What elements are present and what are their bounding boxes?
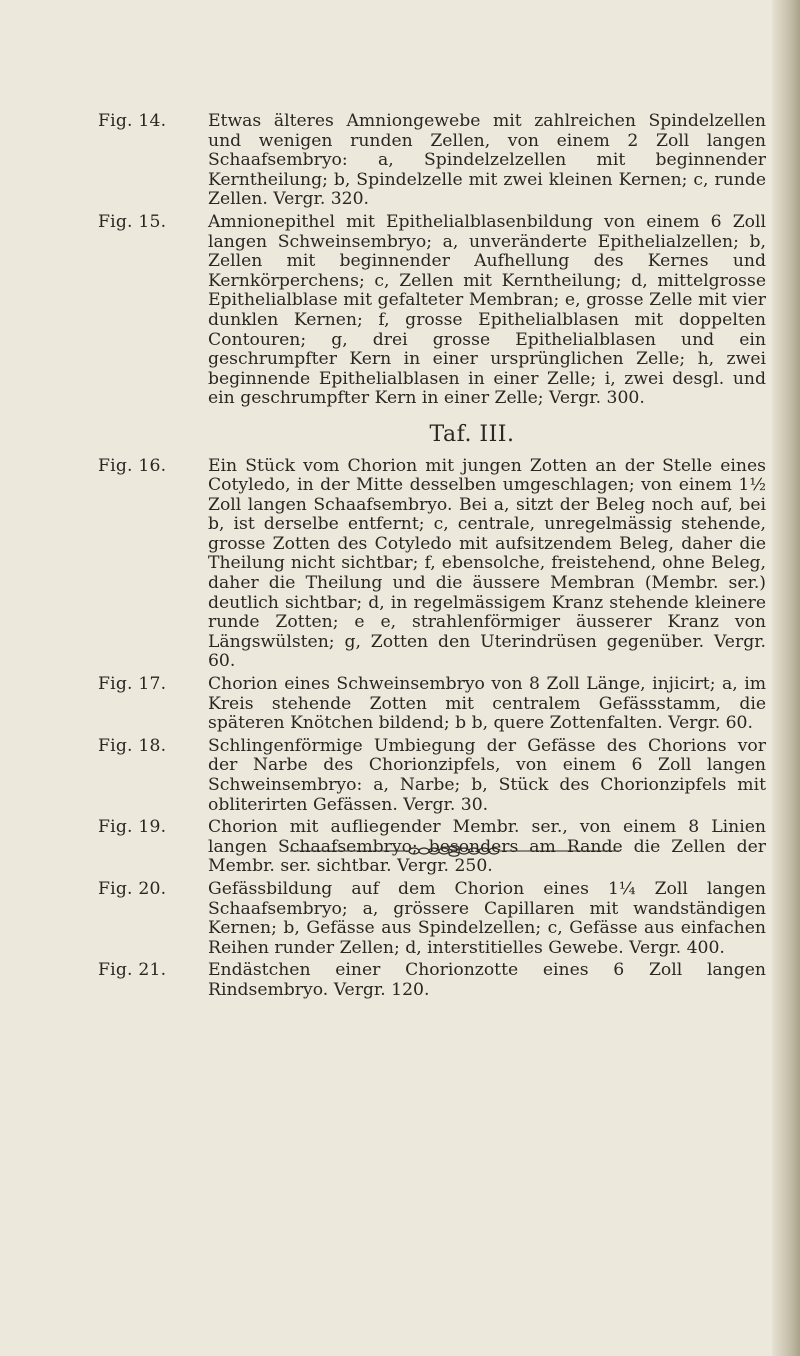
figure-entry — [98, 112, 766, 210]
figure-entry — [98, 961, 766, 1000]
figure-description: Gefässbildung auf dem Chorion eines 1¼ Zoll langen Schaafsembryo; a, grössere Capillaren mit wandständigen Kernen; b, Gefässe aus Spindelzellen; c, Gefässe aus einfachen Reihen runder Zellen; d, interstitielles Gewebe. Vergr. 400. — [208, 878, 766, 958]
figure-description: Etwas älteres Amniongewebe mit zahlreichen Spindelzellen und wenigen runden Zellen, von einem 2 Zoll langen Schaafsembryo: a, Spindelzelzellen mit beginnender Kerntheilung; b, Spindelzelle mit zwei kleinen Kernen; c, runde Zellen. Vergr. 320. — [208, 111, 766, 210]
figure-label: Fig. 14. — [98, 111, 167, 131]
figure-entry — [98, 457, 766, 673]
figure-description: Ein Stück vom Chorion mit jungen Zotten an der Stelle eines Cotyledo, in der Mitte desselben umgeschlagen; von einem 1½ Zoll langen Schaafsembryo. Bei a, sitzt der Beleg noch auf, bei b, ist derselbe entfernt; c, centrale, unregelmässig stehende, grosse Zotten des Cotyledo mit aufsitzendem Beleg, daher die Theilung nicht sichtbar; f, ebensolche, freistehend, ohne Beleg, daher die Theilung und die äussere Membran (Membr. ser.) deutlich sichtbar; d, in regelmässigem Kranz stehende kleinere runde Zotten; e e, strahlenförmiger äusserer Kranz von Längswülsten; g, Zotten den Uterindrüsen gegenüber. Vergr. 60. — [208, 455, 766, 672]
document-body — [98, 112, 766, 1004]
page-edge-shadow — [772, 0, 800, 1356]
figure-description: Chorion mit aufliegender Membr. ser., von einem 8 Linien langen Schaafsembryo; besonders am Rande die Zellen der Membr. ser. sichtbar. Vergr. 250. — [208, 817, 766, 877]
figure-label: Fig. 21. — [98, 960, 167, 981]
figure-list-bottom — [98, 457, 766, 1001]
figure-label: Fig. 20. — [98, 878, 167, 899]
figure-label: Fig. 19. — [98, 817, 167, 838]
figure-label: Fig. 17. — [98, 674, 167, 695]
figure-description: Amnionepithel mit Epithelialblasenbildung von einem 6 Zoll langen Schweinsembryo; a, unveränderte Epithelialzellen; b, Zellen mit beginnender Aufhellung des Kernes und Kernkörperchens; c, Zellen mit Kerntheilung; d, mittelgrosse Epithelialblase mit gefalteter Membran; e, grosse Zelle mit vier dunklen Kernen; f, grosse Epithelialblasen mit doppelten Contouren; g, drei grosse Epithelialblasen und ein geschrumpfter Kern in einer ursprünglichen Zelle; h, zwei beginnende Epithelialblasen in einer Zelle; i, zwei desgl. und ein geschrumpfter Kern in einer Zelle; Vergr. 300. — [208, 211, 766, 409]
figure-list-top — [98, 112, 766, 409]
figure-entry — [98, 675, 766, 734]
figure-entry — [98, 880, 766, 958]
figure-entry — [98, 737, 766, 815]
plate-heading: Taf. III. — [429, 421, 515, 447]
figure-label: Fig. 15. — [98, 211, 167, 232]
figure-label: Fig. 18. — [98, 735, 167, 756]
figure-label: Fig. 16. — [98, 455, 167, 476]
figure-description: Chorion eines Schweinsembryo von 8 Zoll Länge, injicirt; a, im Kreis stehende Zotten mit centralem Gefässstamm, die späteren Knötchen bildend; b b, quere Zottenfalten. Vergr. 60. — [208, 674, 766, 734]
figure-description: Endästchen einer Chorionzotte eines 6 Zoll langen Rindsembryo. Vergr. 120. — [208, 960, 766, 1000]
ornament-divider — [290, 845, 620, 857]
figure-description: Schlingenförmige Umbiegung der Gefässe des Chorions vor der Narbe des Chorionzipfels, von einem 6 Zoll langen Schweinsembryo: a, Narbe; b, Stück des Chorionzipfels mit obliterirten Gefässen. Vergr. 30. — [208, 735, 766, 815]
figure-entry — [98, 213, 766, 409]
